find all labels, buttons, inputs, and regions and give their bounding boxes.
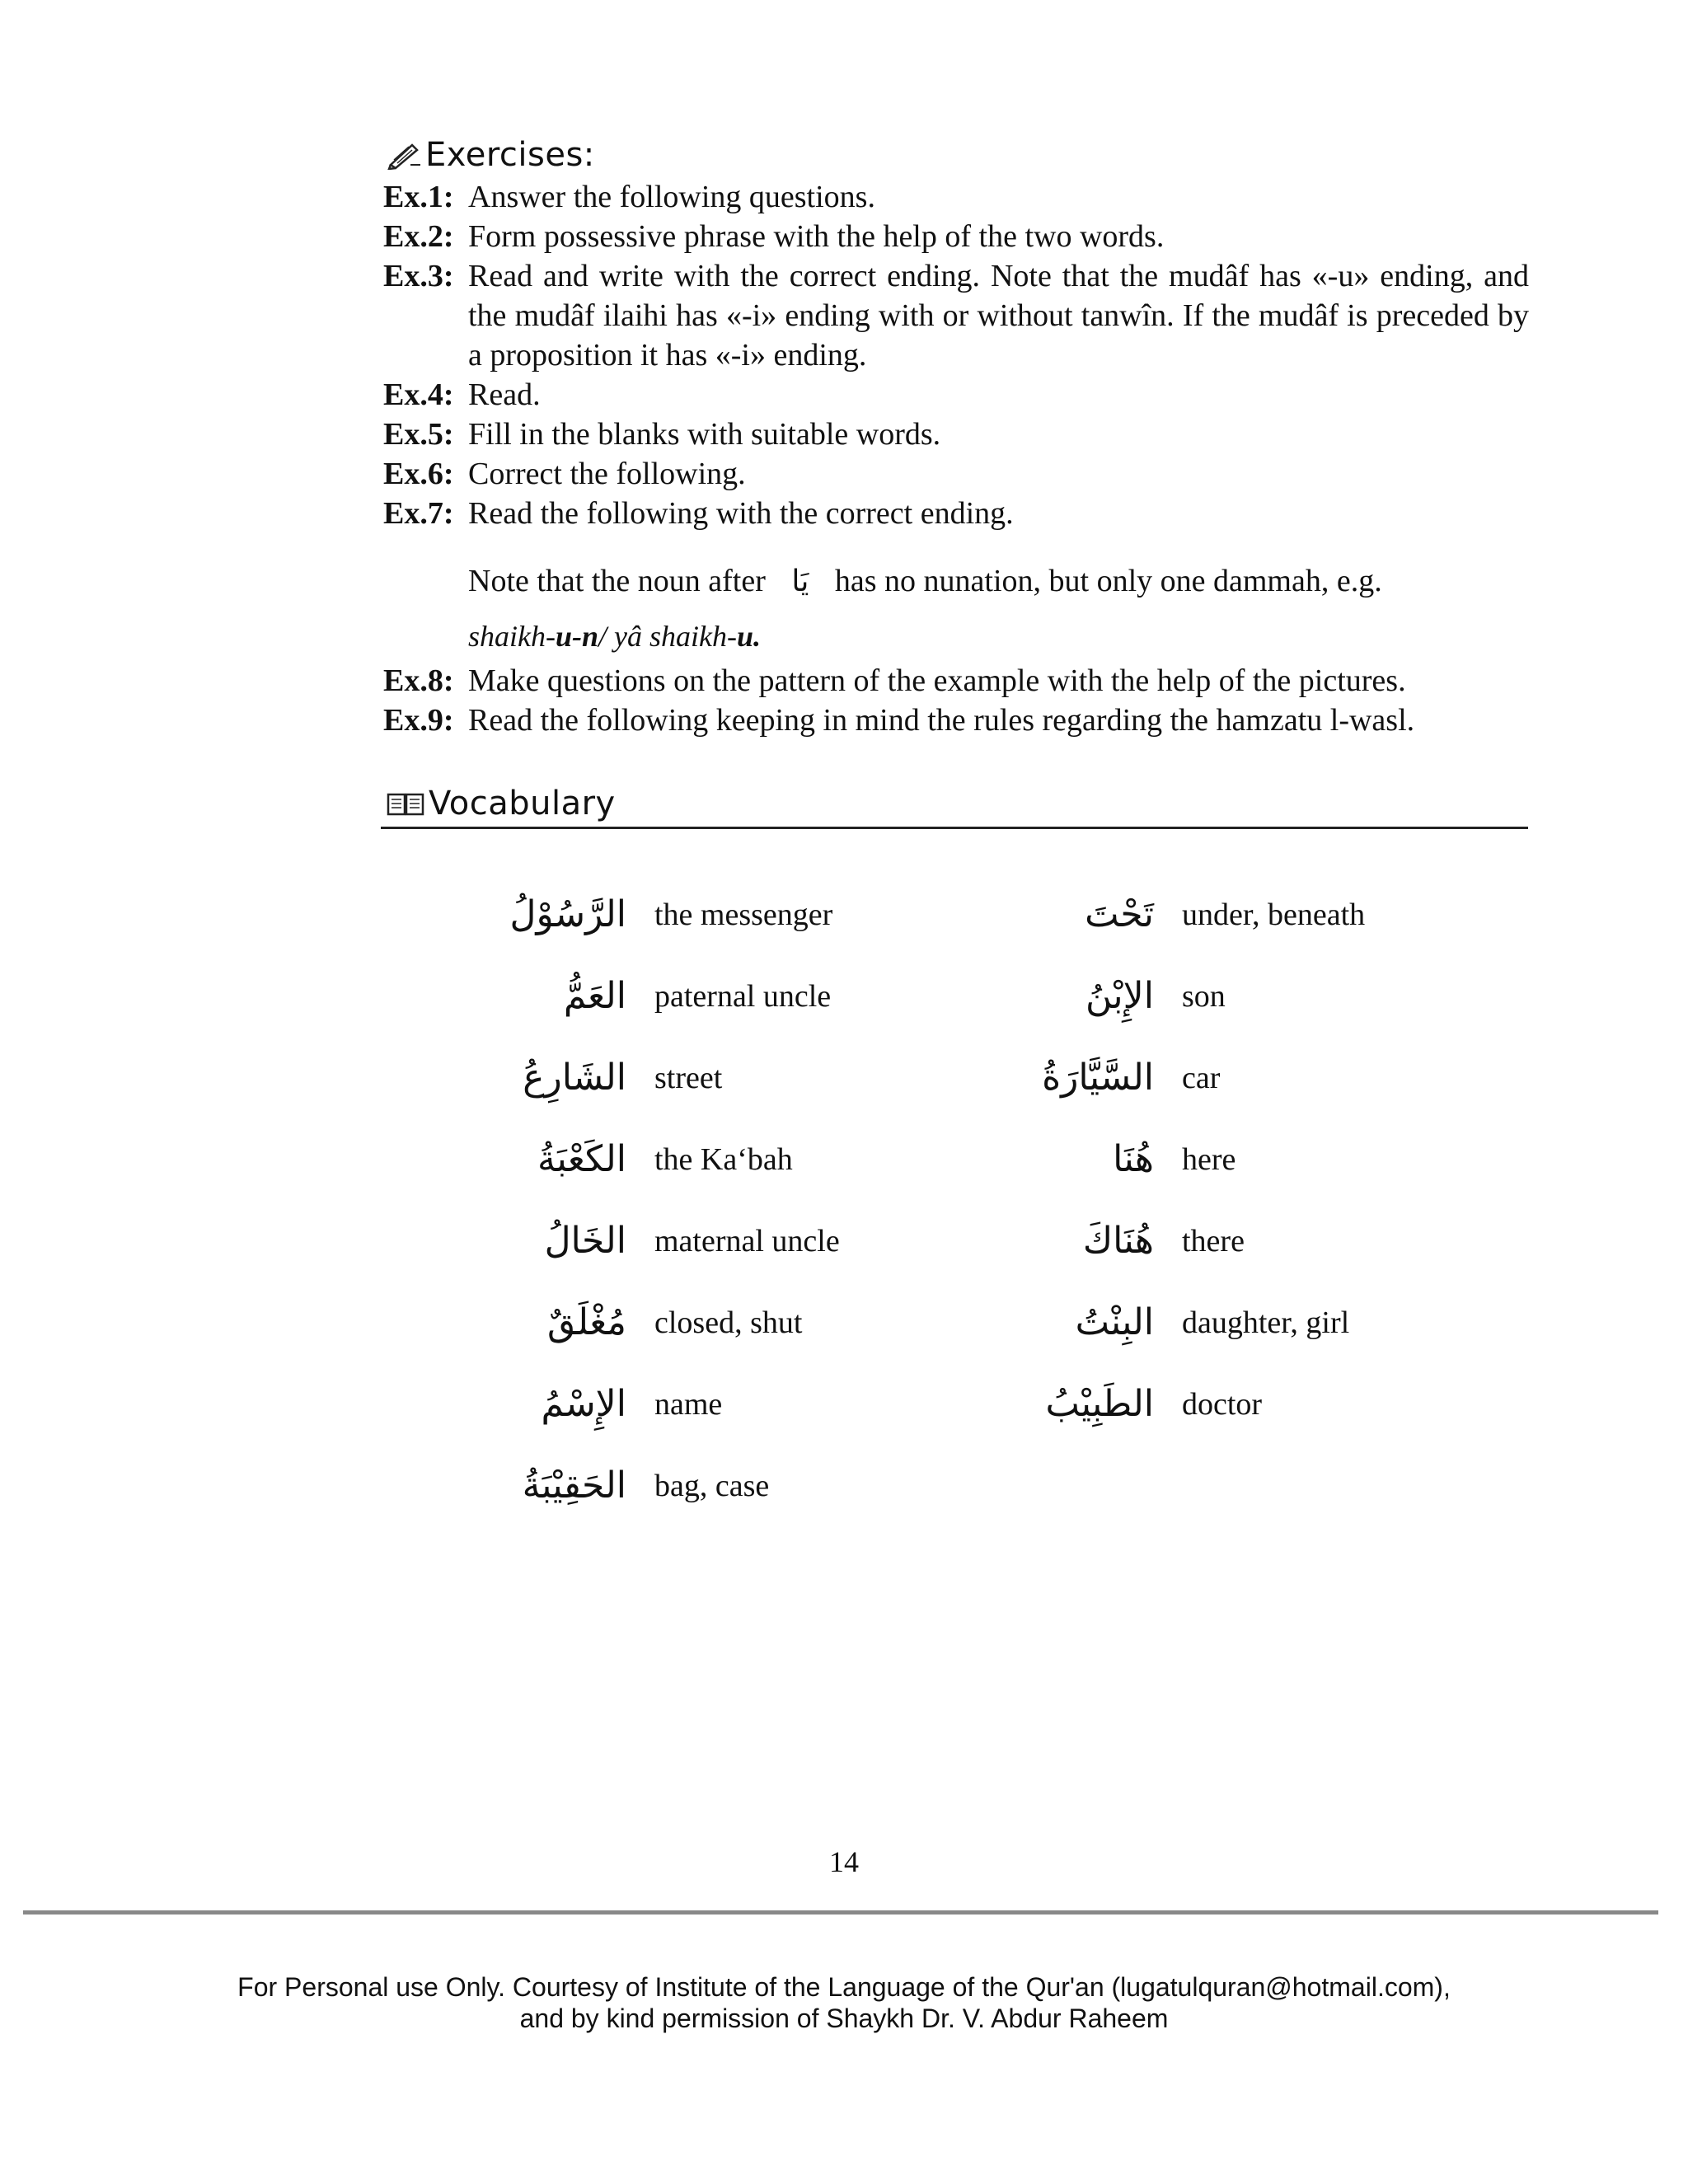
vocabulary-divider: [381, 827, 1528, 829]
vocabulary-header: [386, 785, 616, 823]
pencil-icon: [387, 140, 422, 170]
vocabulary-arabic: الشَارِعُ: [523, 1057, 626, 1099]
vocabulary-arabic: الطَبِيْبُ: [1045, 1383, 1154, 1425]
vocabulary-english: bag, case: [654, 1468, 770, 1503]
exercise-label: Ex.8:: [383, 663, 454, 698]
exercise-item: [383, 256, 1529, 375]
exercise-label: Ex.3:: [383, 259, 454, 293]
exercise-text: Read the following with the correct ending.: [468, 496, 1014, 531]
exercise-label: Ex.1:: [383, 180, 454, 214]
exercise-label: Ex.2:: [383, 219, 454, 254]
vocabulary-arabic: الخَالُ: [544, 1220, 626, 1262]
exercise-text: Read.: [468, 377, 541, 412]
vocabulary-arabic: السَّيَّارَةُ: [1042, 1057, 1154, 1099]
example-part: u-n: [555, 620, 599, 653]
vocabulary-item: [1022, 874, 1365, 955]
vocabulary-arabic: تَحْتَ: [1085, 893, 1154, 935]
vocabulary-item: [495, 1363, 840, 1445]
vocabulary-english: closed, shut: [654, 1305, 803, 1340]
exercise-text: Answer the following questions.: [468, 180, 875, 214]
exercise-item: [383, 177, 1529, 217]
vocabulary-arabic: البِنْتُ: [1075, 1301, 1154, 1343]
exercise-text: Correct the following.: [468, 457, 746, 491]
vocabulary-english: daughter, girl: [1182, 1305, 1350, 1340]
vocabulary-english: paternal uncle: [654, 978, 832, 1014]
vocabulary-english: there: [1182, 1223, 1245, 1258]
exercise-text: Read and write with the correct ending. Note that the mudâf has «-u» ending, and the mudâf ilaihi has «-i» ending with or without tanwîn. If the mudâf is preceded by a proposition it has «-i» ending.: [468, 259, 1529, 373]
example-part: u.: [736, 620, 762, 653]
vocabulary-arabic: الحَقِيْبَةُ: [522, 1465, 626, 1507]
vocabulary-english: maternal uncle: [654, 1223, 840, 1258]
footer-divider: [23, 1910, 1658, 1915]
exercise-label: Ex.7:: [383, 496, 454, 531]
vocabulary-arabic: الإِبْنُ: [1085, 975, 1154, 1017]
footer-line: and by kind permission of Shaykh Dr. V. Abdur Raheem: [519, 2004, 1169, 2033]
vocabulary-item: [1022, 1037, 1365, 1118]
exercise-item: [383, 494, 1529, 533]
vocabulary-item: [1022, 1282, 1365, 1363]
exercise-item: [383, 701, 1529, 740]
exercises-header: [387, 136, 595, 174]
note-arabic: يَا: [791, 565, 809, 598]
vocabulary-item: [1022, 1118, 1365, 1200]
exercise-item: [383, 375, 1529, 415]
example-part: / yâ shaikh-: [598, 620, 737, 653]
vocabulary-arabic: الرَّسُوْلُ: [509, 893, 626, 935]
vocabulary-title: Vocabulary: [429, 785, 616, 823]
footer-line: For Personal use Only. Courtesy of Institute of the Language of the Qur'an (lugatulquran@hotmail.com),: [237, 1972, 1451, 2002]
vocabulary-arabic: هُنَا: [1113, 1138, 1154, 1180]
note-example: [468, 616, 1529, 656]
note-text-after: has no nunation, but only one dammah, e.g.: [834, 564, 1382, 598]
vocabulary-column-right: [1022, 874, 1365, 1445]
vocabulary-arabic: الإِسْمُ: [541, 1383, 626, 1425]
book-icon: [386, 790, 425, 817]
exercise-list: [383, 177, 1529, 740]
exercise-text: Read the following keeping in mind the rules regarding the hamzatu l-wasl.: [468, 703, 1415, 738]
exercise-item: [383, 661, 1529, 701]
exercise-item: [383, 217, 1529, 256]
vocabulary-arabic: العَمُّ: [563, 975, 626, 1017]
vocabulary-english: son: [1182, 978, 1226, 1014]
vocabulary-english: street: [654, 1060, 723, 1095]
vocabulary-item: [1022, 1363, 1365, 1445]
vocabulary-item: [495, 1282, 840, 1363]
vocabulary-english: the messenger: [654, 897, 833, 932]
vocabulary-english: doctor: [1182, 1386, 1263, 1422]
footer: [0, 1971, 1688, 2034]
exercise-note: [468, 561, 1529, 602]
exercise-text: Fill in the blanks with suitable words.: [468, 417, 941, 452]
vocabulary-item: [495, 1118, 840, 1200]
vocabulary-item: [1022, 1200, 1365, 1282]
vocabulary-english: here: [1182, 1141, 1236, 1177]
vocabulary-arabic: الكَعْبَةُ: [537, 1138, 626, 1180]
vocabulary-item: [495, 1445, 840, 1526]
exercise-item: [383, 454, 1529, 494]
vocabulary-english: car: [1182, 1060, 1221, 1095]
vocabulary-item: [495, 955, 840, 1037]
exercise-label: Ex.9:: [383, 703, 454, 738]
vocabulary-column-left: [495, 874, 840, 1526]
example-part: shaikh-: [468, 620, 556, 653]
exercise-label: Ex.5:: [383, 417, 454, 452]
vocabulary-arabic: مُغْلَقٌ: [546, 1301, 626, 1343]
page-number: 14: [829, 1845, 859, 1878]
vocabulary-item: [495, 1200, 840, 1282]
exercise-label: Ex.4:: [383, 377, 454, 412]
vocabulary-item: [495, 1037, 840, 1118]
vocabulary-arabic: هُنَاكَ: [1082, 1220, 1154, 1262]
vocabulary-english: under, beneath: [1182, 897, 1366, 932]
vocabulary-english: the Ka‘bah: [654, 1141, 793, 1177]
vocabulary-item: [495, 874, 840, 955]
note-text-before: Note that the noun after: [468, 564, 766, 598]
exercise-item: [383, 415, 1529, 454]
exercises-title: Exercises:: [425, 136, 595, 174]
exercise-text: Make questions on the pattern of the example with the help of the pictures.: [468, 663, 1406, 698]
exercise-text: Form possessive phrase with the help of the two words.: [468, 219, 1165, 254]
vocabulary-english: name: [654, 1386, 723, 1422]
exercise-label: Ex.6:: [383, 457, 454, 491]
vocabulary-item: [1022, 955, 1365, 1037]
